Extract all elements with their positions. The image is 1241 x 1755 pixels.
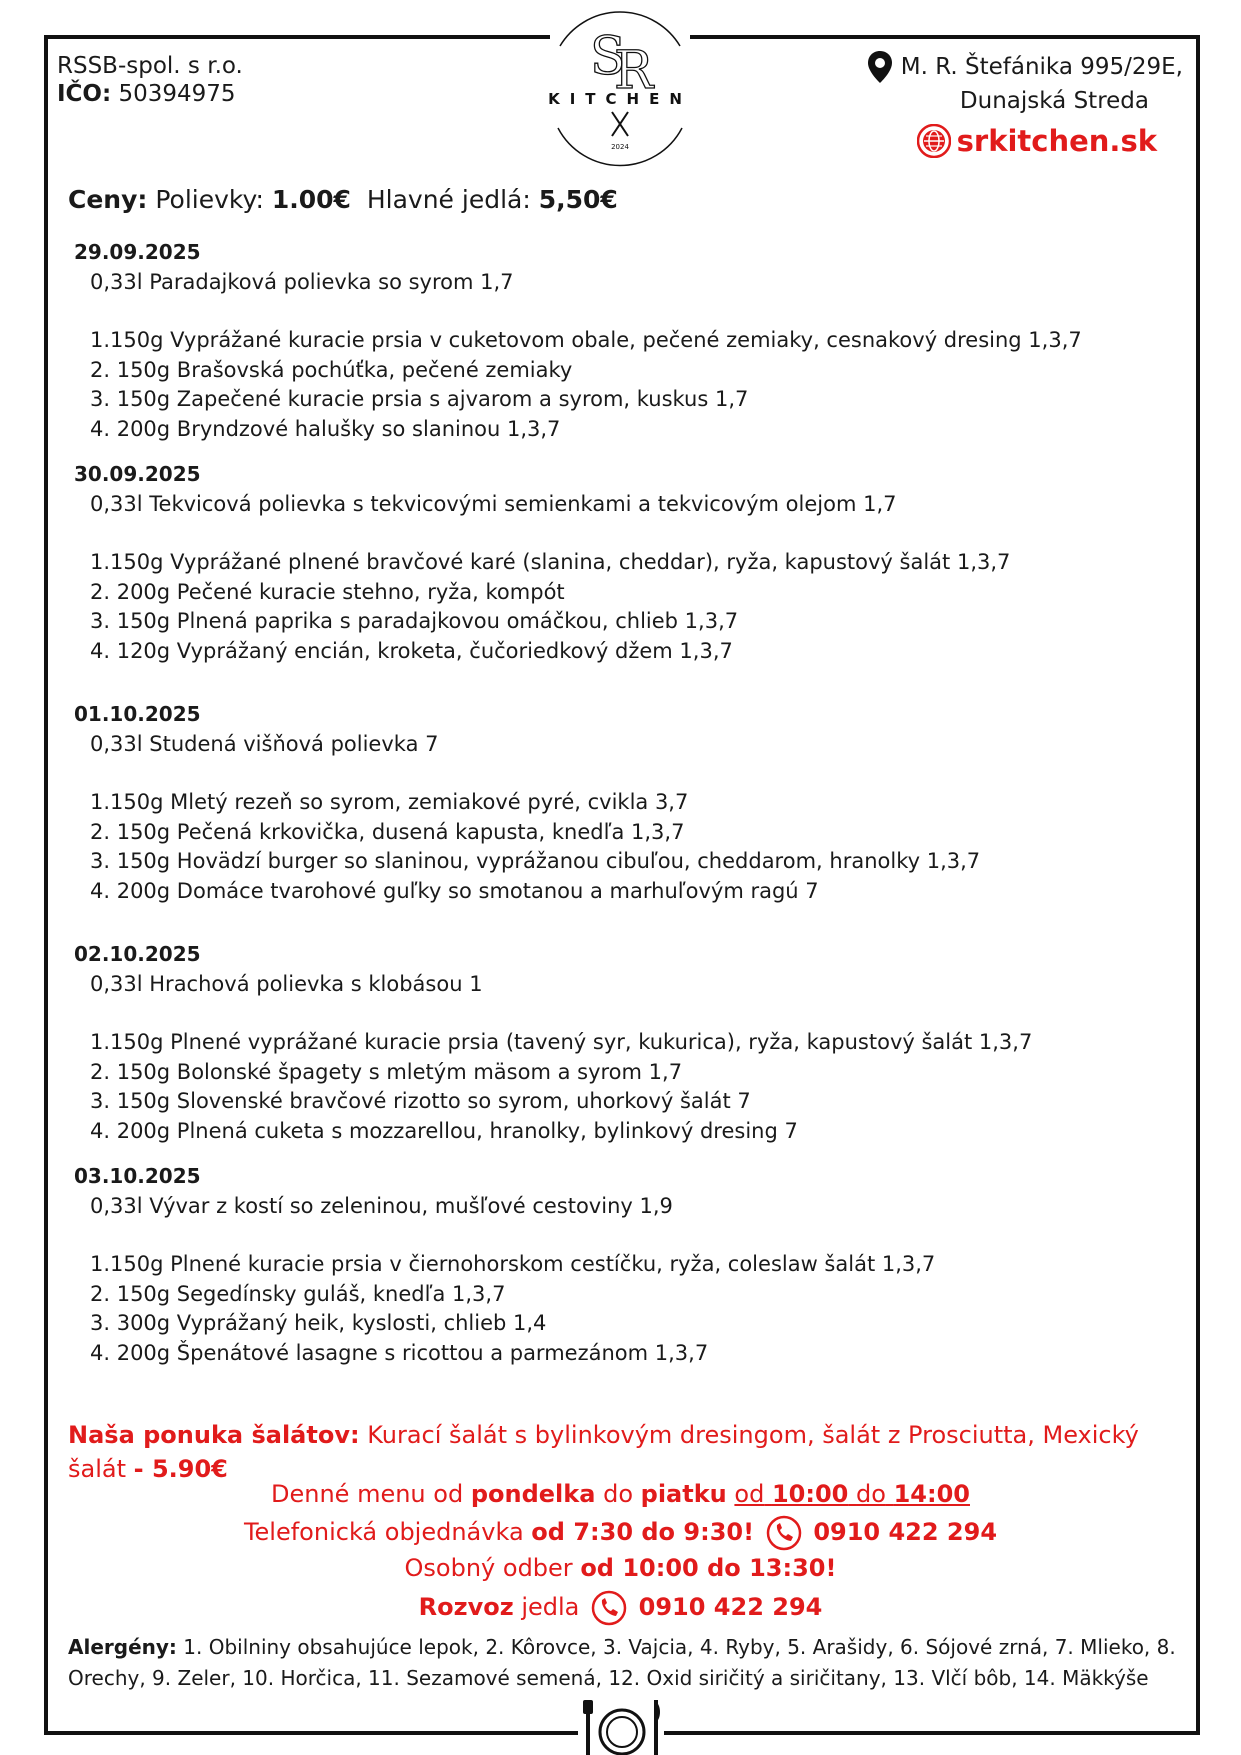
dish-item: 3. 300g Vyprážaný heik, kyslosti, chlieb 1,4 [90,1311,547,1335]
dish-item: 3. 150g Slovenské bravčové rizotto so syrom, uhorkový šalát 7 [90,1089,751,1113]
dish-item: 1.150g Plnené kuracie prsia v čiernohorskom cestíčku, ryža, coleslaw šalát 1,3,7 [90,1252,936,1276]
prices-line [68,185,618,214]
day-soup: 0,33l Vývar z kostí so zeleninou, mušľové cestoviny 1,9 [90,1193,673,1218]
globe-icon [917,124,951,158]
weekly-menu [72,238,1082,1384]
salad-price: - 5.90€ [133,1455,228,1483]
daily-text-1: Denné menu od [271,1480,464,1508]
plate-cutlery-icon [582,1692,662,1755]
daily-do: do [856,1480,886,1508]
day-date: 02.10.2025 [74,942,201,966]
dish-item: 1.150g Mletý rezeň so syrom, zemiakové pyré, cvikla 3,7 [90,790,689,814]
pickup-time: od 10:00 do 13:30! [580,1554,837,1582]
delivery-label: Rozvoz [418,1593,514,1621]
delivery-text: jedla [521,1593,580,1621]
dish-item: 3. 150g Zapečené kuracie prsia s ajvarom a syrom, kuskus 1,7 [90,387,749,411]
dish-item: 1.150g Vyprážané plnené bravčové karé (slanina, cheddar), ryža, kapustový šalát 1,3,7 [90,550,1011,574]
salad-offer [68,1418,1158,1486]
delivery-line [0,1590,1241,1626]
dish-item: 1.150g Plnené vyprážané kuracie prsia (tavený syr, kukurica), ryža, kapustový šalát 1,3,7 [90,1030,1033,1054]
daily-friday: piatku [640,1480,727,1508]
address-line [867,50,1183,84]
address-block [867,50,1183,158]
day-block [72,940,1082,1146]
address-line1: M. R. Štefánika 995/29E, [900,54,1183,80]
dish-item: 3. 150g Plnená paprika s paradajkovou omáčkou, chlieb 1,3,7 [90,609,739,633]
day-soup: 0,33l Tekvicová polievka s tekvicovými semienkami a tekvicovým olejom 1,7 [90,491,897,516]
logo-text: KITCHEN [548,90,692,108]
daily-to: 14:00 [893,1480,970,1508]
website-link[interactable]: srkitchen.sk [956,124,1157,158]
dish-item: 3. 150g Hovädzí burger so slaninou, vyprážanou cibuľou, cheddarom, hranolky 1,3,7 [90,849,981,873]
dish-item: 4. 200g Špenátové lasagne s ricottou a parmezánom 1,3,7 [90,1340,709,1365]
website-row[interactable] [867,124,1183,158]
allergens-info [68,1632,1178,1694]
location-pin-icon [867,50,893,84]
address-line2: Dunajská Streda [959,88,1149,114]
dish-item: 4. 200g Bryndzové halušky so slaninou 1,3,7 [90,416,561,441]
mains-label: Hlavné jedlá: [366,185,531,214]
salad-list: Kurací šalát s bylinkovým dresingom, šalát z Prosciutta, Mexický šalát [68,1421,1139,1483]
day-date: 03.10.2025 [74,1164,201,1188]
allergens-label: Alergény: [68,1635,177,1659]
salad-label: Naša ponuka šalátov: [68,1421,360,1449]
day-block [72,700,1082,906]
daily-menu-hours [0,1480,1241,1508]
phone-icon [766,1515,802,1551]
prices-label: Ceny: [68,185,148,214]
ico-value: 50394975 [118,81,236,107]
dish-item: 2. 200g Pečené kuracie stehno, ryža, kompót [90,579,565,604]
logo-year: 2024 [611,143,629,151]
phone-icon [591,1590,627,1626]
dish-item: 4. 120g Vyprážaný encián, kroketa, čučoriedkový džem 1,3,7 [90,638,733,663]
daily-od: od [734,1480,765,1508]
pickup-text: Osobný odber [404,1554,573,1582]
daily-monday: pondelka [470,1480,596,1508]
phone-order-time: od 7:30 do 9:30! [531,1518,755,1546]
dish-item: 2. 150g Pečená krkovička, dusená kapusta, knedľa 1,3,7 [90,819,685,844]
phone-order-line [0,1515,1241,1551]
soups-price: 1.00€ [271,185,351,214]
dish-item: 2. 150g Segedínsky guláš, knedľa 1,3,7 [90,1281,506,1306]
day-block [72,460,1082,666]
company-info [57,52,243,108]
pickup-line [0,1554,1241,1582]
day-block [72,238,1082,444]
sr-kitchen-logo [540,6,700,176]
daily-text-2: do [603,1480,633,1508]
day-soup: 0,33l Hrachová polievka s klobásou 1 [90,971,483,996]
day-date: 29.09.2025 [74,240,201,264]
day-date: 01.10.2025 [74,702,201,726]
daily-from: 10:00 [771,1480,849,1508]
mains-price: 5,50€ [538,185,618,214]
day-soup: 0,33l Studená višňová polievka 7 [90,731,439,756]
dish-item: 2. 150g Brašovská pochúťka, pečené zemiaky [90,357,573,382]
svg-text:S: S [590,27,626,87]
svg-text:R: R [614,41,654,101]
dish-item: 2. 150g Bolonské špagety s mletým mäsom a syrom 1,7 [90,1059,683,1084]
allergens-list: 1. Obilniny obsahujúce lepok, 2. Kôrovce, 3. Vajcia, 4. Ryby, 5. Arašidy, 6. Sójové zrná, 7. Mlieko, 8. Orechy, 9. Zeler, 10. Horčica, 11. Sezamové semená, 12. Oxid siričitý a siričitany, 13. Vlčí bôb, 14. Mäkkýše [68,1635,1176,1690]
dish-item: 4. 200g Plnená cuketa s mozzarellou, hranolky, bylinkový dresing 7 [90,1118,798,1143]
company-name: RSSB-spol. s r.o. [57,53,243,79]
delivery-phone[interactable]: 0910 422 294 [638,1593,823,1621]
ico-label: IČO: [57,81,112,107]
day-date: 30.09.2025 [74,462,201,486]
day-soup: 0,33l Paradajková polievka so syrom 1,7 [90,269,514,294]
phone-number[interactable]: 0910 422 294 [813,1518,998,1546]
company-ico [57,80,243,108]
dish-item: 4. 200g Domáce tvarohové guľky so smotanou a marhuľovým ragú 7 [90,878,819,903]
dish-item: 1.150g Vyprážané kuracie prsia v cuketovom obale, pečené zemiaky, cesnakový dresing 1,3,7 [90,328,1082,352]
soups-label: Polievky: [155,185,264,214]
phone-order-text: Telefonická objednávka [243,1518,524,1546]
day-block [72,1162,1082,1368]
